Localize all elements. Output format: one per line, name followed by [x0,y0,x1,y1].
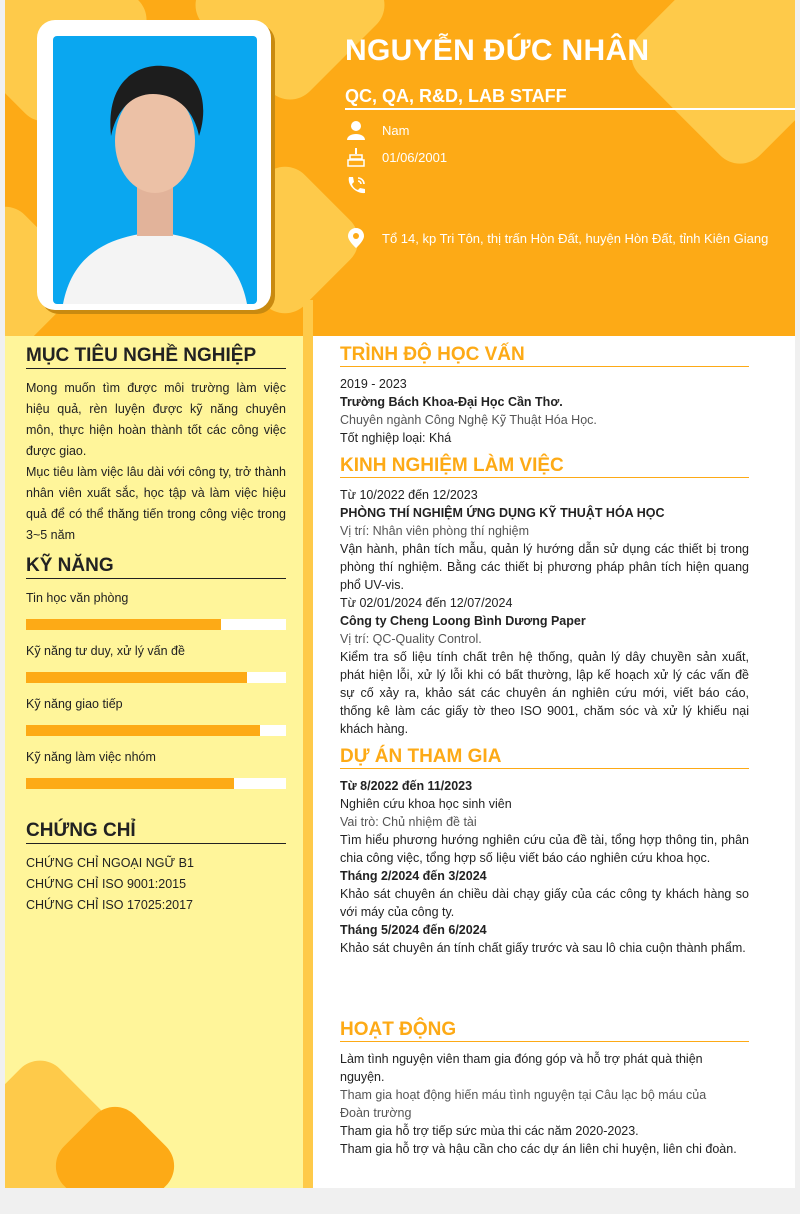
skill-bar-fill [26,778,234,789]
experience-heading: KINH NGHIỆM LÀM VIỆC [340,455,749,478]
person-portrait-icon [53,36,257,304]
column-divider-strip [303,300,313,1188]
skills-heading: KỸ NĂNG [26,555,286,579]
candidate-role: QC, QA, R&D, LAB STAFF [345,86,567,106]
candidate-name: NGUYỄN ĐỨC NHÂN [345,34,650,67]
address-text: Tổ 14, kp Tri Tôn, thị trấn Hòn Đất, huyện Hòn Đất, tỉnh Kiên Giang [382,230,769,246]
skill-item [26,750,286,789]
projects-heading: DỰ ÁN THAM GIA [340,746,749,769]
project-period: Tháng 5/2024 đến 6/2024 [340,923,487,937]
profile-photo-frame [37,20,271,310]
project-name: Nghiên cứu khoa học sinh viên [340,797,512,811]
project-period: Tháng 2/2024 đến 3/2024 [340,869,487,883]
skill-label: Kỹ năng giao tiếp [26,697,123,711]
certificates-list [26,853,286,916]
activity-item: Tham gia hỗ trợ tiếp sức mùa thi các năm 2020-2023. [340,1124,639,1138]
objective-paragraph: Mong muốn tìm được môi trường làm việc hiệu quả, rèn luyện được kỹ năng chuyên môn, thực hiện hoàn thành tốt các công việc được giao. [26,381,286,458]
experience-period: Từ 02/01/2024 đến 12/07/2024 [340,596,513,610]
birthday-cake-icon [345,147,367,167]
info-gender [345,120,409,140]
skill-bar-fill [26,672,247,683]
phone-icon [345,175,367,195]
project-role: Vai trò: Chủ nhiệm đề tài [340,815,477,829]
education-years: 2019 - 2023 [340,377,407,391]
role-underline [345,108,795,110]
objective-text [26,378,286,546]
skill-item [26,644,286,683]
experience-position: Vị trí: QC-Quality Control. [340,632,482,646]
birthday-text: 01/06/2001 [382,149,448,165]
skill-item [26,697,286,736]
skill-bar [26,619,286,630]
experience-position: Vị trí: Nhân viên phòng thí nghiệm [340,524,530,538]
skill-bar-fill [26,725,260,736]
project-description: Tìm hiểu phương hướng nghiên cứu của đề tài, tổng hợp thông tin, phân chia công việc, tổng hợp số liệu viết báo cáo nghiên cứu khoa học. [340,833,749,865]
skill-item [26,591,286,630]
certificate-item: CHỨNG CHỈ ISO 9001:2015 [26,877,187,891]
activity-item: Làm tình nguyện viên tham gia đóng góp và hỗ trợ phát quà thiện nguyện. [340,1052,703,1084]
experience-description: Vận hành, phân tích mẫu, quản lý hướng dẫn sử dụng các thiết bị trong phòng thí nghiệm. Bằng các thiết bị phương pháp phân tích hiện quang phổ UV-vis. [340,542,749,592]
skill-bar [26,672,286,683]
activities-body [340,1050,749,1158]
info-phone [345,175,382,195]
decor-shape [620,0,795,175]
projects-body [340,777,749,957]
location-pin-icon [345,228,367,248]
education-body [340,375,749,447]
experience-body [340,486,749,738]
activity-item: Tham gia hoạt động hiến máu tình nguyện tại Câu lạc bộ máu của Đoàn trường [340,1088,707,1120]
education-school: Trường Bách Khoa-Đại Học Cần Thơ. [340,395,563,409]
skill-bar-fill [26,619,221,630]
skill-label: Kỹ năng làm việc nhóm [26,750,156,764]
gender-text: Nam [382,122,410,138]
experience-period: Từ 10/2022 đến 12/2023 [340,488,478,502]
profile-photo [53,36,257,304]
project-period: Từ 8/2022 đến 11/2023 [340,779,473,793]
experience-description: Kiểm tra số liệu tính chất trên hệ thống, quản lý dây chuyền sản xuất, phát hiện lỗi, xử lý lỗi khi có bất thường, lập kế hoạch xử lý các vấn đề sự cố xảy ra, khảo sát các chuyên án nghiên cứu mới, viết báo cáo, thống kê làm các giấy tờ theo ISO 9001, chăm sóc và xử lý khiếu nại khách hàng. [340,650,749,736]
experience-company: PHÒNG THÍ NGHIỆM ỨNG DỤNG KỸ THUẬT HÓA HỌC [340,506,665,520]
certificates-heading: CHỨNG CHỈ [26,820,286,844]
cv-page [5,0,795,1188]
education-grade: Tốt nghiệp loại: Khá [340,431,452,445]
education-heading: TRÌNH ĐỘ HỌC VẤN [340,344,749,367]
skill-label: Tin học văn phòng [26,591,129,605]
activities-heading: HOẠT ĐỘNG [340,1019,749,1042]
objective-paragraph: Mục tiêu làm việc lâu dài với công ty, trở thành nhân viên xuất sắc, học tập và làm việc hiệu quả để có thể thăng tiến trong công việc trong 3~5 năm [26,465,286,542]
skill-bar [26,778,286,789]
certificate-item: CHỨNG CHỈ ISO 17025:2017 [26,898,193,912]
activity-item: Tham gia hỗ trợ và hậu cần cho các dự án liên chi huyện, liên chi đoàn. [340,1142,737,1156]
skill-bar [26,725,286,736]
certificate-item: CHỨNG CHỈ NGOẠI NGỮ B1 [26,856,194,870]
info-address [345,228,768,248]
skill-label: Kỹ năng tư duy, xử lý vấn đề [26,644,185,658]
education-major: Chuyên ngành Công Nghệ Kỹ Thuật Hóa Học. [340,413,597,427]
person-icon [345,120,367,140]
experience-company: Công ty Cheng Loong Bình Dương Paper [340,614,586,628]
objective-heading: MỤC TIÊU NGHỀ NGHIỆP [26,345,286,369]
info-birthday [345,147,447,167]
project-description: Khảo sát chuyên án tính chất giấy trước và sau lô chia cuộn thành phẩm. [340,941,746,955]
project-description: Khảo sát chuyên án chiều dài chạy giấy của các công ty khách hàng so với máy của công ty. [340,887,749,919]
